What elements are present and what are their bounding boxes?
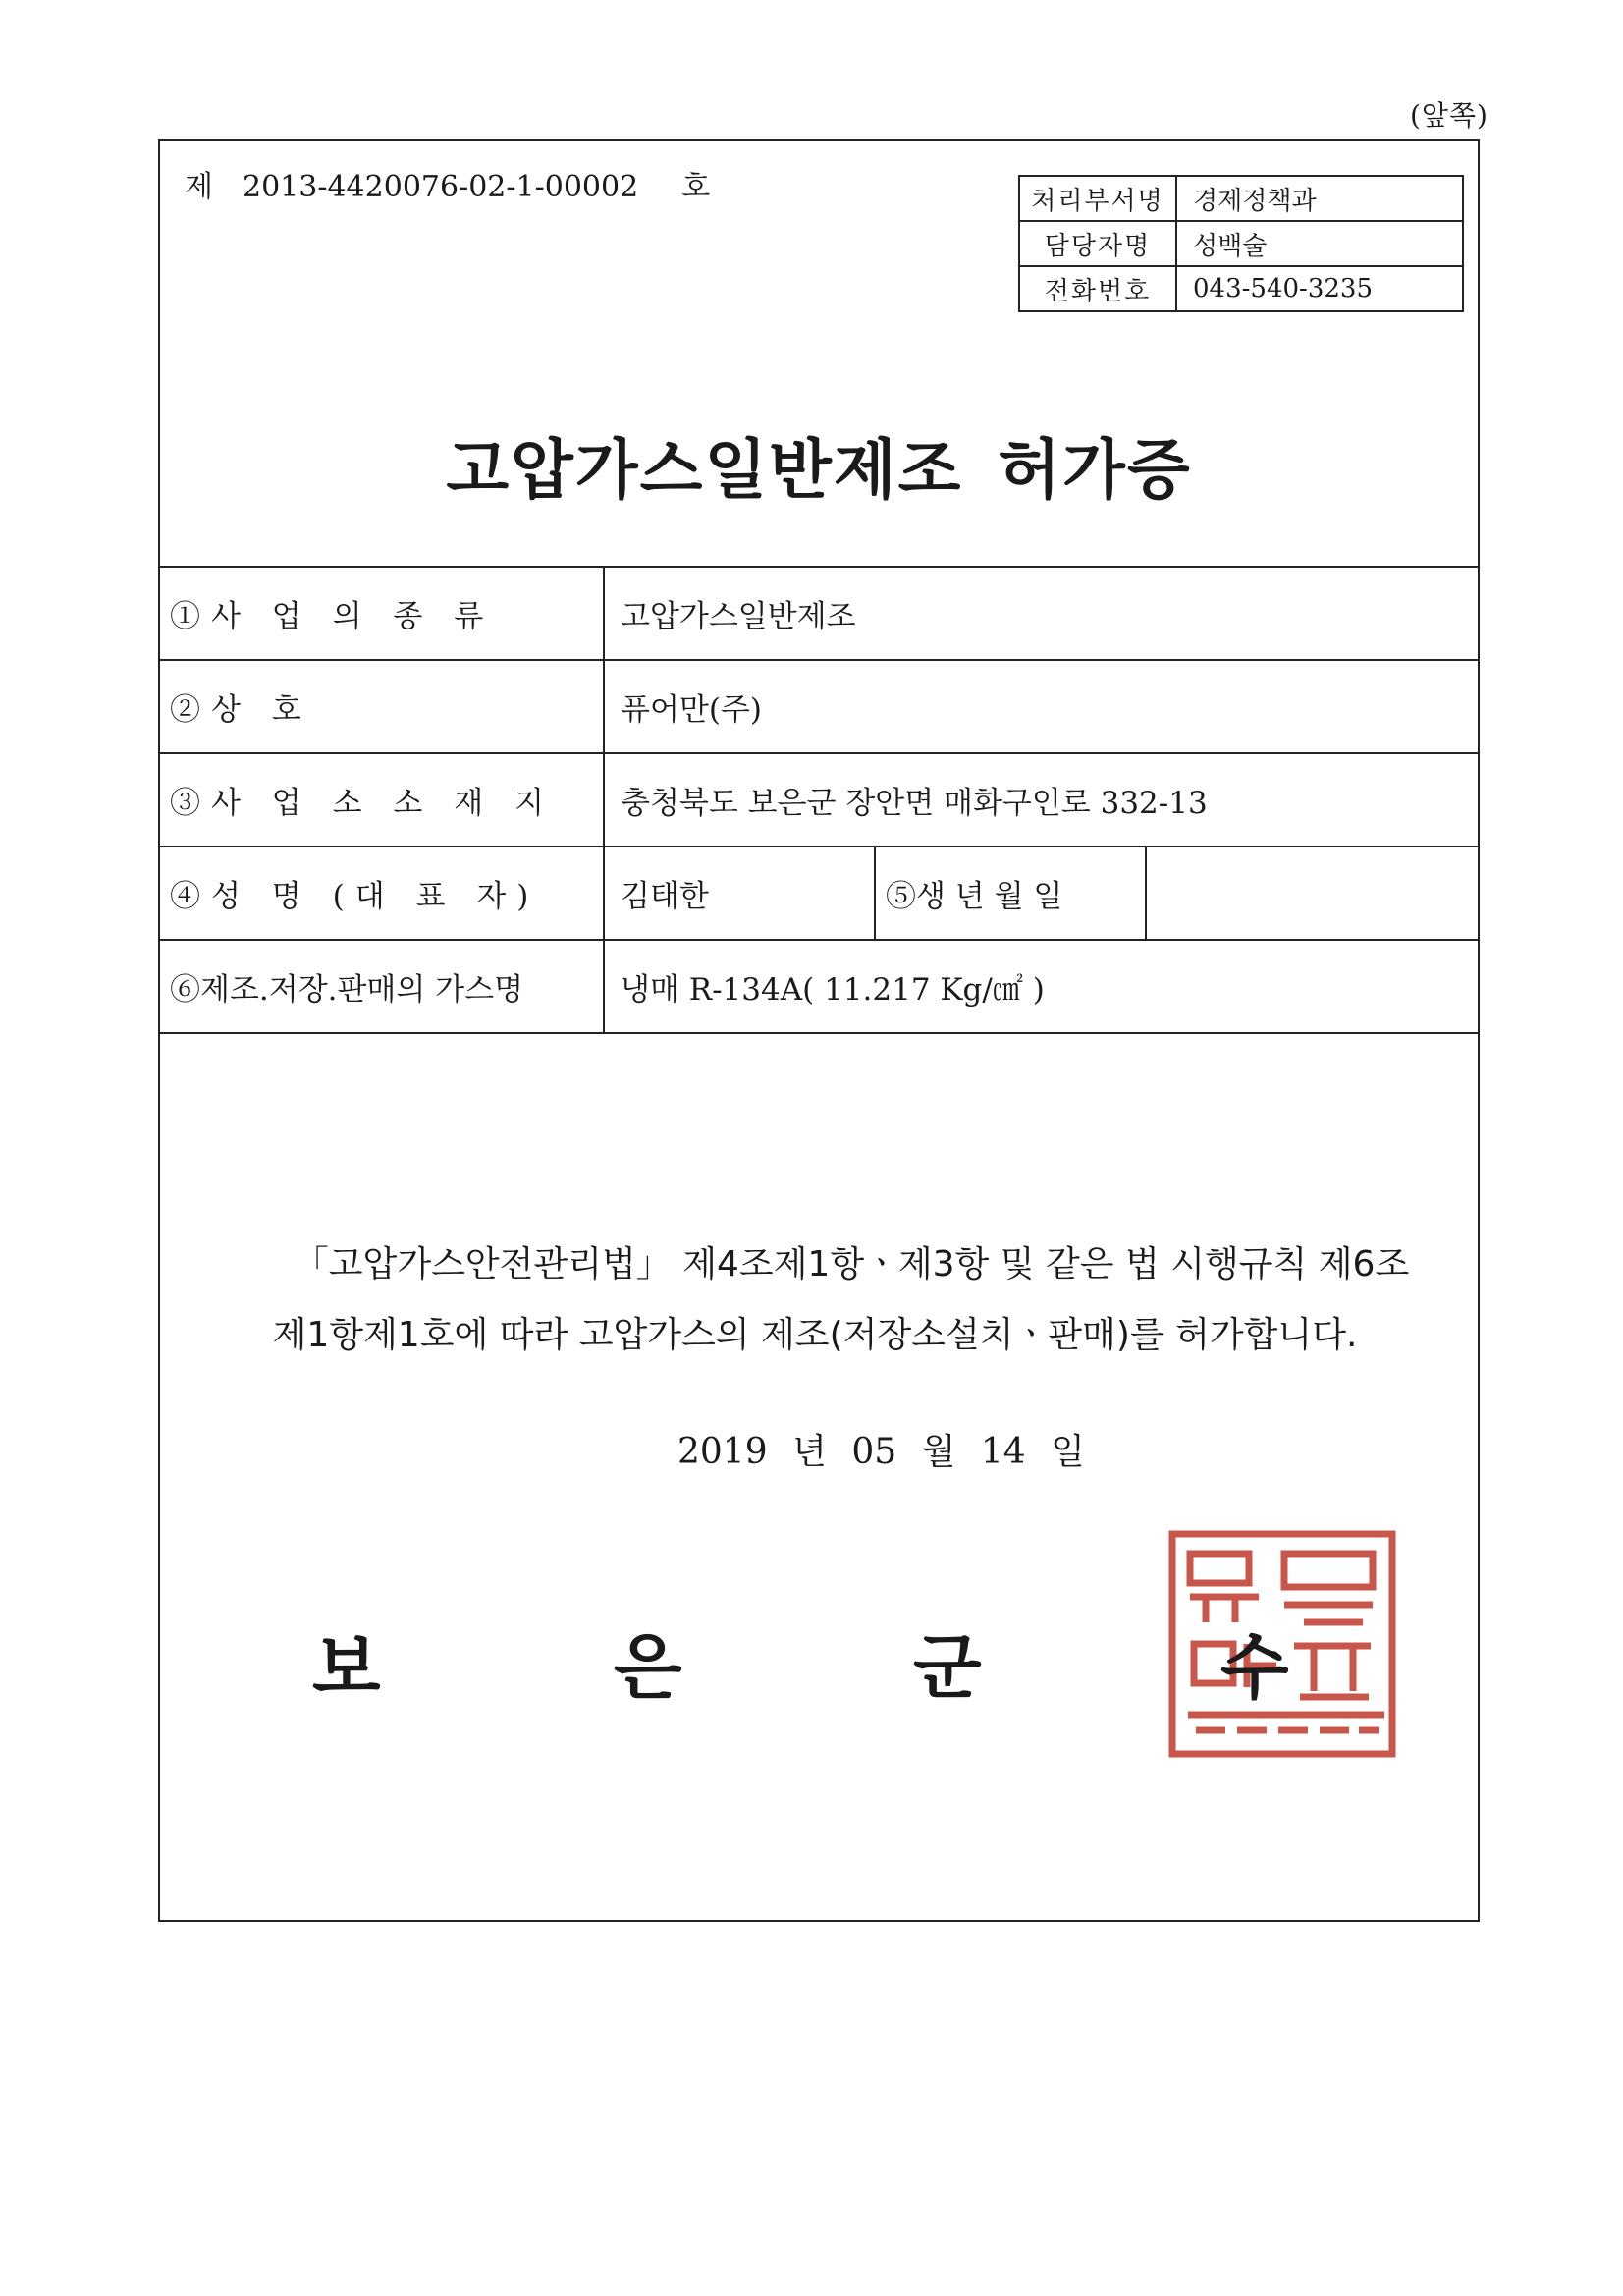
info-row-gas-name	[160, 940, 1478, 1033]
company-name-value: 퓨어만(주)	[604, 660, 1478, 753]
issuer-char-1: 보	[312, 1626, 381, 1709]
gas-name-label: ⑥제조.저장.판매의 가스명	[160, 940, 604, 1033]
representative-label: ④성 명 (대 표 자)	[160, 847, 604, 940]
issuer-char-2: 은	[614, 1626, 682, 1709]
issue-date	[677, 1424, 1085, 1474]
contact-row	[1019, 221, 1463, 266]
info-row-representative	[160, 847, 1478, 940]
title-main: 고압가스일반제조	[446, 432, 963, 508]
contact-label-person: 담당자명	[1019, 221, 1176, 266]
contact-value-department: 경제정책과	[1176, 176, 1463, 221]
birth-date-value	[1146, 847, 1478, 940]
location-value: 충청북도 보은군 장안면 매화구인로 332-13	[604, 753, 1478, 847]
page-title	[158, 417, 1480, 511]
document-number-value: 2013-4420076-02-1-00002	[242, 170, 639, 204]
contact-label-department: 처리부서명	[1019, 176, 1176, 221]
info-row-business-type	[160, 567, 1478, 660]
date-month: 05	[851, 1432, 897, 1472]
contact-value-phone: 043-540-3235	[1176, 266, 1463, 311]
title-sub: 허가증	[998, 432, 1192, 508]
date-month-unit: 월	[921, 1432, 956, 1472]
birth-date-label: ⑤생 년 월 일	[875, 847, 1146, 940]
statement-line-2: 제1항제1호에 따라 고압가스의 제조(저장소설치ㆍ판매)를 허가합니다.	[272, 1315, 1358, 1355]
date-year: 2019	[677, 1432, 768, 1472]
document-number-prefix: 제	[185, 170, 213, 204]
gas-name-value: 냉매 R-134A( 11.217 Kg/㎠ )	[604, 940, 1478, 1033]
date-day-unit: 일	[1051, 1432, 1085, 1472]
contact-table	[1018, 175, 1464, 312]
contact-row	[1019, 266, 1463, 311]
info-row-company-name	[160, 660, 1478, 753]
contact-value-person: 성백술	[1176, 221, 1463, 266]
business-type-label: ①사 업 의 종 류	[160, 567, 604, 660]
permit-info-table	[160, 566, 1478, 1034]
date-day: 14	[980, 1432, 1026, 1472]
business-type-value: 고압가스일반제조	[604, 567, 1478, 660]
page-side-label: (앞쪽)	[1410, 99, 1488, 132]
statement-line-1: 「고압가스안전관리법」 제4조제1항ㆍ제3항 및 같은 법 시행규칙 제6조	[293, 1244, 1410, 1285]
permit-statement	[158, 1230, 1480, 1371]
info-row-location	[160, 753, 1478, 847]
company-name-label: ②상 호	[160, 660, 604, 753]
contact-row	[1019, 176, 1463, 221]
date-year-unit: 년	[792, 1432, 827, 1472]
issuer-char-3: 군	[913, 1626, 982, 1709]
document-number	[185, 162, 710, 205]
location-label: ③사 업 소 소 재 지	[160, 753, 604, 847]
representative-value: 김태한	[604, 847, 875, 940]
document-number-suffix: 호	[681, 170, 711, 204]
issuer-char-4: 수	[1220, 1626, 1289, 1709]
contact-label-phone: 전화번호	[1019, 266, 1176, 311]
